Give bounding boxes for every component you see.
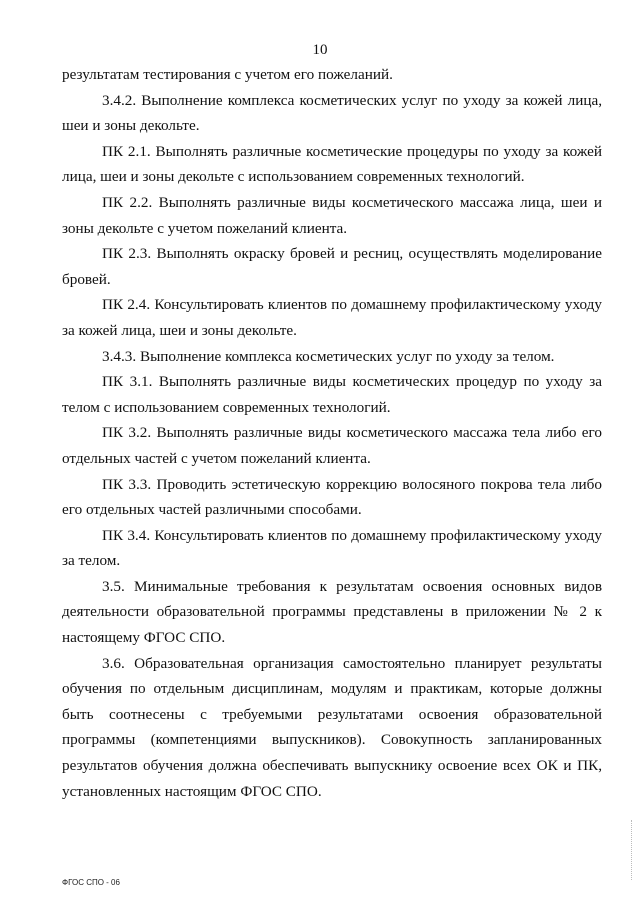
scan-edge-mark <box>630 820 632 880</box>
paragraph-3-4-3: 3.4.3. Выполнение комплекса косметических услуг по уходу за телом. <box>102 347 555 365</box>
paragraph-pk-2-2: ПК 2.2. Выполнять различные виды косметического массажа лица, шеи и зоны декольте с учетом пожеланий клиента. <box>62 193 602 237</box>
paragraph-3-6: 3.6. Образовательная организация самостоятельно планирует результаты обучения по отдельным дисциплинам, модулям и практикам, которые должны быть соотнесены с требуемыми результатами освоения образовательной программы (компетенциями выпускников). Совокупность запланированных результатов обучения должна обеспечивать выпускнику освоение всех ОК и ПК, установленных настоящим ФГОС СПО. <box>62 654 602 800</box>
paragraph-pk-3-2: ПК 3.2. Выполнять различные виды косметического массажа тела либо его отдельных частей с учетом пожеланий клиента. <box>62 424 602 467</box>
paragraph-pk-3-1: ПК 3.1. Выполнять различные виды косметических процедур по уходу за телом с использованием современных технологий. <box>62 373 602 416</box>
paragraph-3-4-2: 3.4.2. Выполнение комплекса косметических услуг по уходу за кожей лица, шеи и зоны декольте. <box>62 91 602 135</box>
document-footer: ФГОС СПО - 06 <box>62 878 120 887</box>
page-number: 10 <box>312 42 328 58</box>
paragraph-pk-3-4: ПК 3.4. Консультировать клиентов по домашнему профилактическому уходу за телом. <box>62 526 602 570</box>
paragraph-pk-2-1: ПК 2.1. Выполнять различные косметические процедуры по уходу за кожей лица, шеи и зоны декольте с использованием современных технологий. <box>62 142 602 186</box>
paragraph-pk-2-4: ПК 2.4. Консультировать клиентов по домашнему профилактическому уходу за кожей лица, шеи и зоны декольте. <box>62 296 602 339</box>
paragraph-pk-2-3: ПК 2.3. Выполнять окраску бровей и ресниц, осуществлять моделирование бровей. <box>62 245 602 288</box>
paragraph-3-5: 3.5. Минимальные требования к результатам освоения основных видов деятельности образовательной программы представлены в приложении № 2 к настоящему ФГОС СПО. <box>62 577 602 647</box>
document-body <box>62 62 602 804</box>
paragraph-pk-3-3: ПК 3.3. Проводить эстетическую коррекцию волосяного покрова тела либо его отдельных частей различными способами. <box>62 475 602 519</box>
paragraph-continuation: результатам тестирования с учетом его пожеланий. <box>62 66 393 83</box>
